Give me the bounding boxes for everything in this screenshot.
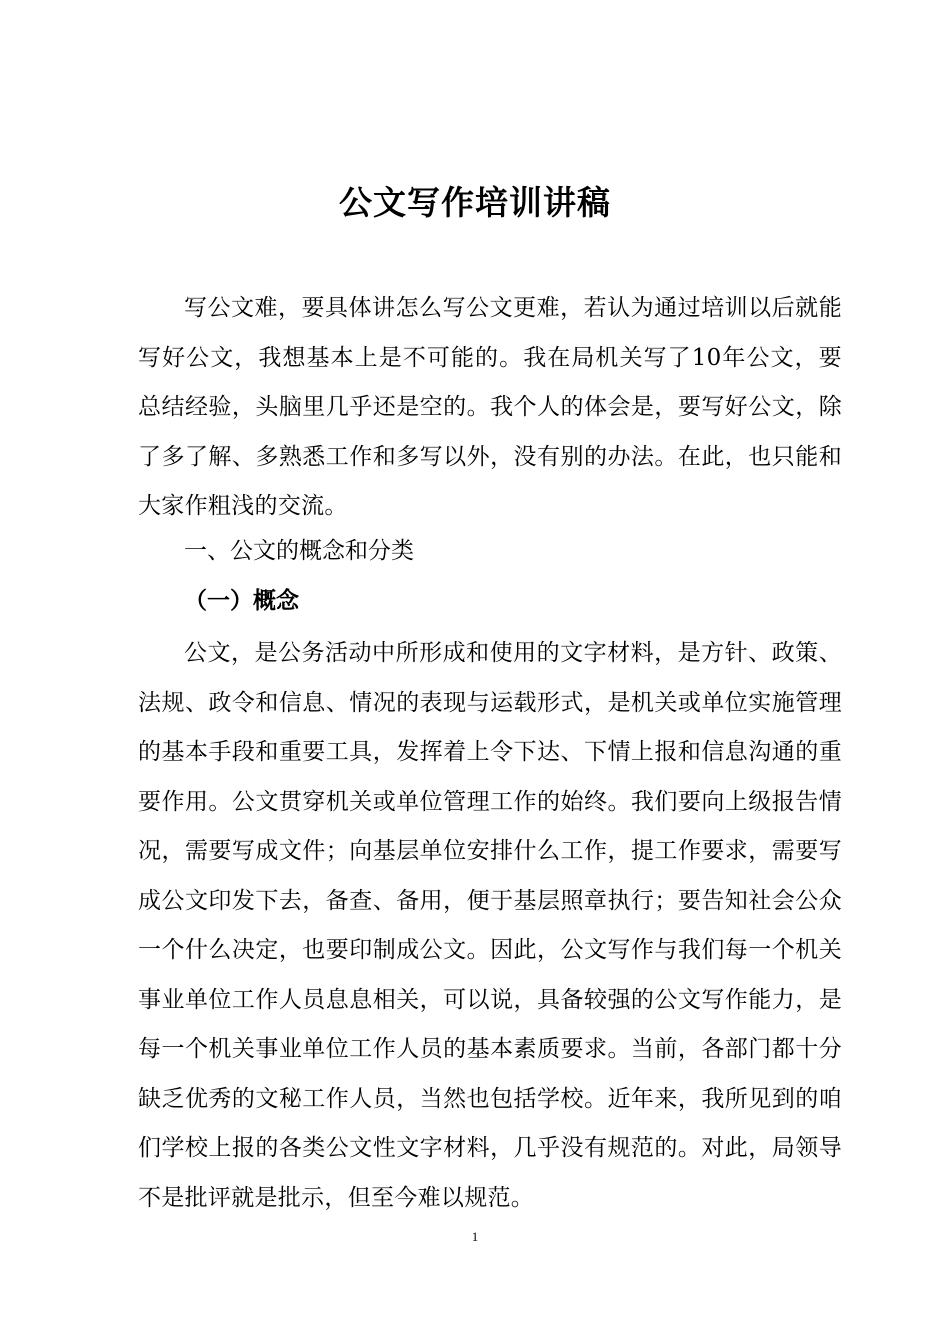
section-heading-concept-and-classification: 一、公文的概念和分类 [184,538,414,564]
intro-paragraph: 写公文难，要具体讲怎么写公文更难，若认为通过培训以后就能写好公文，我想基本上是不可能的。我在局机关写了10年公文，要总结经验，头脑里几乎还是空的。我个人的体会是，要写好公文，除了多了解、多熟悉工作和多写以外，没有别的办法。在此，也只能和大家作粗浅的交流。 [138,295,842,519]
subsection-heading-concept: （一）概念 [184,588,299,614]
concept-paragraph: 公文，是公务活动中所形成和使用的文字材料，是方针、政策、法规、政令和信息、情况的表现与运载形式，是机关或单位实施管理的基本手段和重要工具，发挥着上令下达、下情上报和信息沟通的重要作用。公文贯穿机关或单位管理工作的始终。我们要向上级报告情况，需要写成文件；向基层单位安排什么工作，提工作要求，需要写成公文印发下去，备查、备用，便于基层照章执行；要告知社会公众一个什么决定，也要印制成公文。因此，公文写作与我们每一个机关事业单位工作人员息息相关，可以说，具备较强的公文写作能力，是每一个机关事业单位工作人员的基本素质要求。当前，各部门都十分缺乏优秀的文秘工作人员，当然也包括学校。近年来，我所见到的咱们学校上报的各类公文性文字材料，几乎没有规范的。对此，局领导不是批评就是批示，但至今难以规范。 [138,640,842,1211]
page-number: 1 [471,1229,479,1244]
document-title: 公文写作培训讲稿 [339,183,611,222]
